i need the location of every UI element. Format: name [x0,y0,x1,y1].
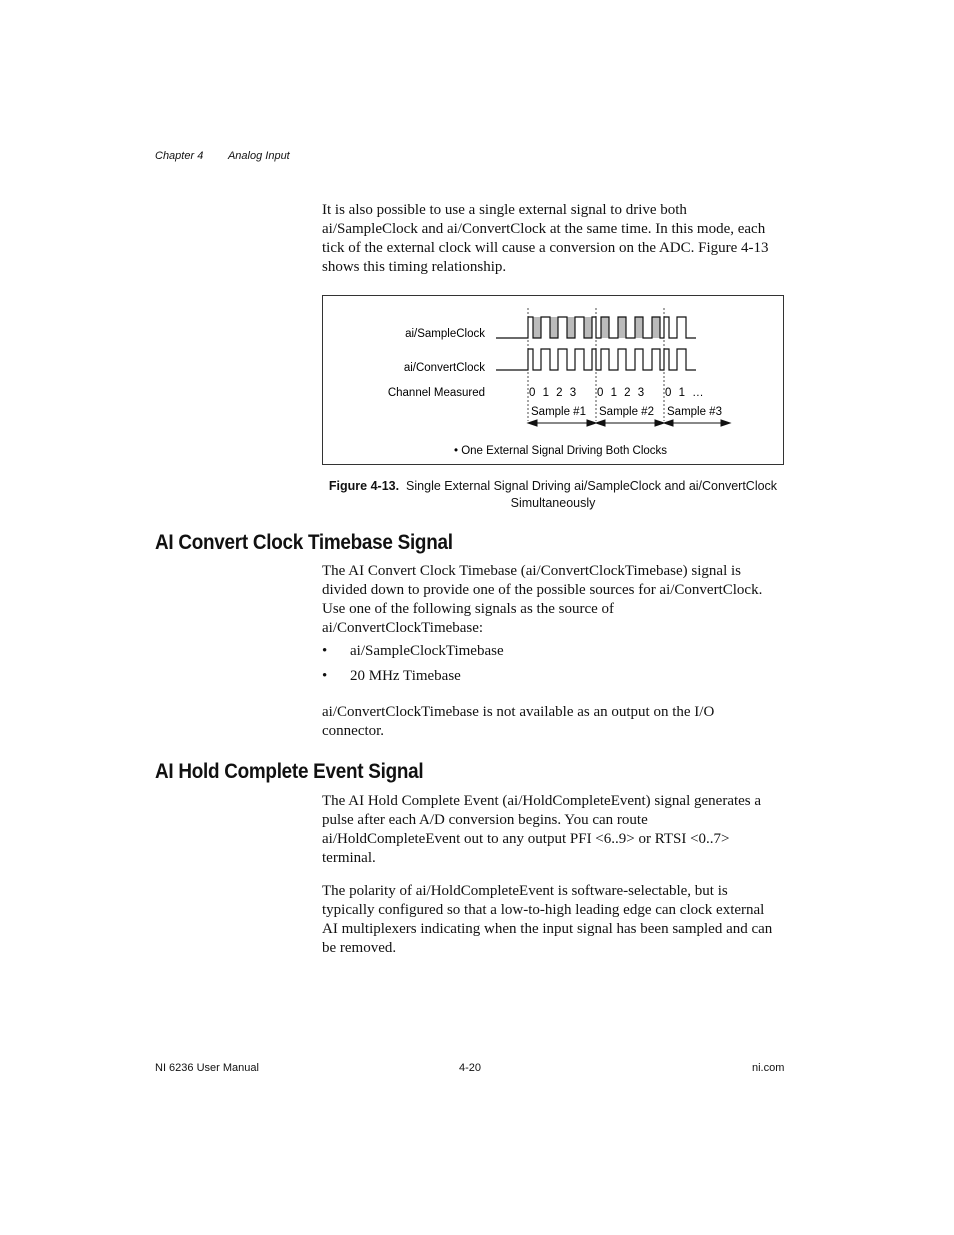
text-line: The AI Hold Complete Event (ai/HoldCompleteEvent) signal generates a [322,793,762,809]
bullet-item [322,668,461,685]
bullet-text: 20 MHz Timebase [350,668,461,684]
sample-arrows [528,420,730,426]
caption-line-2: Simultaneously [510,496,596,510]
figure-caption [322,478,784,512]
text-line: Use one of the following signals as the source of [322,601,615,617]
text-line: ai/ConvertClockTimebase is not available as an output on the I/O [322,704,715,720]
text-line: ai/ConvertClockTimebase: [322,620,484,636]
figure-number: Figure 4-13. [328,479,400,493]
text-line: tick of the external clock will cause a conversion on the ADC. Figure 4-13 [322,240,769,256]
sampleclock-waveform [496,317,696,338]
section2-paragraph-1 [322,792,792,868]
bullet-marker: • [322,668,328,684]
text-line: be removed. [322,940,397,956]
section1-closing [322,703,792,741]
text-line: ai/SampleClock and ai/ConvertClock at the same time. In this mode, each [322,221,766,237]
chapter-label: Chapter 4 [155,150,204,162]
text-line: connector. [322,723,385,739]
footer-page-number: 4-20 [459,1062,482,1074]
text-line: shows this timing relationship. [322,259,507,275]
section-heading-hold-complete-event: AI Hold Complete Event Signal [155,760,424,783]
timing-diagram-svg [323,296,785,466]
figure-note: • One External Signal Driving Both Clocks [454,445,668,457]
text-line: typically configured so that a low-to-high leading edge can clock external [322,902,765,918]
caption-line-1: Single External Signal Driving ai/SampleClock and ai/ConvertClock [406,479,778,493]
chapter-title: Analog Input [227,150,290,162]
sample-1-label: Sample #1 [531,406,586,418]
text-line: It is also possible to use a single external signal to drive both [322,202,687,218]
timing-diagram [322,295,784,465]
sample-2-label: Sample #2 [599,406,654,418]
bullet-marker: • [322,643,328,659]
text-line: terminal. [322,850,376,866]
text-line: AI multiplexers indicating when the input signal has been sampled and can [322,921,773,937]
channel-numbers-1: 0 1 2 3 [529,387,577,399]
channel-numbers-3: 0 1 … [665,387,704,399]
text-line: pulse after each A/D conversion begins. You can route [322,812,648,828]
bullet-text: ai/SampleClockTimebase [350,643,504,659]
convertclock-label: ai/ConvertClock [403,362,485,374]
text-line: ai/HoldCompleteEvent out to any output PFI <6..9> or RTSI <0..7> [322,831,730,847]
channel-numbers-2: 0 1 2 3 [597,387,645,399]
channel-measured-label: Channel Measured [387,387,485,399]
section-heading-convert-clock-timebase: AI Convert Clock Timebase Signal [155,531,453,554]
section2-paragraph-2 [322,882,792,958]
text-line: The AI Convert Clock Timebase (ai/ConvertClockTimebase) signal is [322,563,741,579]
running-header [155,150,312,162]
convertclock-waveform [496,349,696,370]
section1-paragraph [322,562,792,638]
text-line: divided down to provide one of the possible sources for ai/ConvertClock. [322,582,763,598]
bullet-item [322,643,504,660]
intro-paragraph [322,201,792,277]
footer-website-link[interactable]: ni.com [752,1062,785,1074]
footer-manual-title: NI 6236 User Manual [155,1062,259,1074]
text-line: The polarity of ai/HoldCompleteEvent is software-selectable, but is [322,883,728,899]
sampleclock-label: ai/SampleClock [405,328,485,340]
sample-3-label: Sample #3 [667,406,722,418]
